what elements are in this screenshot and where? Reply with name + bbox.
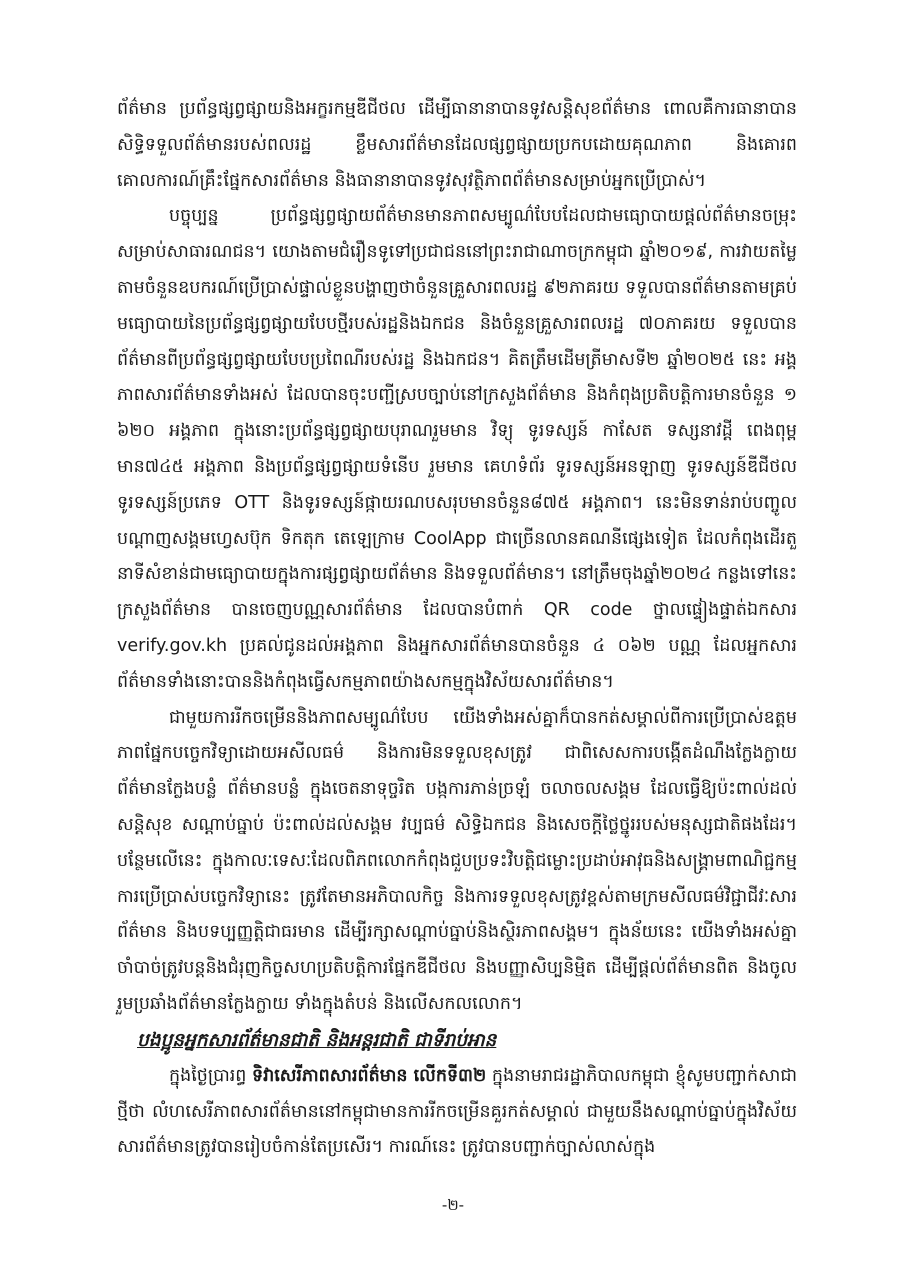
- paragraph-3: ជាមួយការរីកចម្រើននិងភាពសម្បូណ៌បែប យើងទាំងអស់គ្នាក៏បានកត់សម្គាល់ពីការប្រើប្រាស់ឧត្តមភាពផ្នែកបច្ចេកវិទ្យាដោយអសីលធម៌ និងការមិនទទួលខុសត្រូវ ជាពិសេសការបង្កើតដំណឹងក្លែងក្លាយ ព័ត៌មានក្លែងបន្លំ ព័ត៌មានបន្លំ ក្នុងចេតនាទុច្ចរិត បង្កការភាន់ច្រឡំ ចលាចលសង្គម ដែលធ្វើឱ្យប៉ះពាល់ដល់សន្តិសុខ សណ្តាប់ធ្នាប់ ប៉ះពាល់ដល់សង្គម វប្បធម៌ សិទ្ធិឯកជន និងសេចក្តីថ្លៃថ្នូររបស់មនុស្សជាតិផងដែរ។ បន្ថែមលើនេះ ក្នុងកាលៈទេសៈដែលពិភពលោកកំពុងជួបប្រទះវិបត្តិជម្លោះប្រដាប់អាវុធនិងសង្គ្រាមពាណិជ្ជកម្ម ការប្រើប្រាស់បច្ចេកវិទ្យានេះ ត្រូវតែមានអភិបាលកិច្ច និងការទទួលខុសត្រូវខ្ពស់តាមក្រមសីលធម៌វិជ្ជាជីវៈសារព័ត៌មាន និងបទប្បញ្ញត្តិជាធរមាន ដើម្បីរក្សាសណ្តាប់ធ្នាប់និងស្ថិរភាពសង្គម។ ក្នុងន័យនេះ យើងទាំងអស់គ្នា ចាំបាច់ត្រូវបន្តនិងជំរុញកិច្ចសហប្រតិបត្តិការផ្នែកឌីជីថល និងបញ្ញាសិប្បនិម្មិត ដើម្បីផ្តល់ព័ត៌មានពិត និងចូលរួមប្រឆាំងព័ត៌មានក្លែងក្លាយ ទាំងក្នុងតំបន់ និងលើសកលលោក។: [117, 707, 797, 1014]
- section-heading: បងប្អូនអ្នកសារព័ត៌មានជាតិ និងអន្តរជាតិ ជាទីរាប់អាន: [137, 1029, 497, 1051]
- paragraph-1: ព័ត៌មាន ប្រព័ន្ធផ្សព្វផ្សាយនិងអក្ខរកម្មឌីជីថល ដើម្បីធានានាបានទូវសន្តិសុខព័ត៌មាន ពោលគឺការធានាបានសិទ្ធិទទួលព័ត៌មានរបស់ពលរដ្ឋ ខ្លឹមសារព័ត៌មានដែលផ្សព្វផ្សាយប្រកបដោយគុណភាព និងគោរពគោលការណ៍គ្រឹះផ្នែកសារព័ត៌មាន និងធានានាបានទូវសុវត្ថិភាពព័ត៌មានសម្រាប់អ្នកប្រើប្រាស់។: [117, 99, 797, 191]
- paragraph-4-rest: ក្នុងនាមរាជរដ្ឋាភិបាលកម្ពុជា ខ្ញុំសូមបញ្ជាក់សាជាថ្មីថា លំហសេរីភាពសារព័ត៌មាននៅកម្ពុជាមានការរីកចម្រើនគួរកត់សម្គាល់ ជាមួយនឹងសណ្តាប់ធ្នាប់ក្នុងវិស័យសារព័ត៌មានត្រូវបានរៀបចំកាន់តែប្រសើរ។ ការណ៍នេះ ត្រូវបានបញ្ជាក់ច្បាស់លាស់ក្នុង: [117, 1065, 797, 1158]
- page-number: -២-: [441, 1196, 465, 1214]
- paragraph-4: [117, 1059, 797, 1166]
- press-freedom-day-title: ទិវាសេរីភាពសារព័ត៌មាន លើកទី៣២: [252, 1065, 487, 1086]
- paragraph-2: បច្ចុប្បន្ន ប្រព័ន្ធផ្សព្វផ្សាយព័ត៌មានមានភាពសម្បូណ៌បែបដែលជាមធ្យោបាយផ្តល់ព័ត៌មានចម្រុះសម្រាប់សាធារណជន។ យោងតាមជំរឿនទូទៅប្រជាជននៅព្រះរាជាណាចក្រកម្ពុជា ឆ្នាំ២០១៩, ការវាយតម្លៃតាមចំនួនឧបករណ៍ប្រើប្រាស់ផ្ទាល់ខ្លួនបង្ហាញថាចំនួនគ្រួសារពលរដ្ឋ ៩២ភាគរយ ទទួលបានព័ត៌មានតាមគ្រប់មធ្យោបាយនៃប្រព័ន្ធផ្សព្វផ្សាយបែបថ្មីរបស់រដ្ឋនិងឯកជន និងចំនួនគ្រួសារពលរដ្ឋ ៧០ភាគរយ ទទួលបានព័ត៌មានពីប្រព័ន្ធផ្សព្វផ្សាយបែបប្រពៃណីរបស់រដ្ឋ និងឯកជន។ គិតត្រឹមដើមត្រីមាសទី២ ឆ្នាំ២០២៥ នេះ អង្គភាពសារព័ត៌មានទាំងអស់ ដែលបានចុះបញ្ជីស្របច្បាប់នៅក្រសួងព័ត៌មាន និងកំពុងប្រតិបត្តិការមានចំនួន ១ ៦២០ អង្គភាព ក្នុងនោះប្រព័ន្ធផ្សព្វផ្សាយបុរាណរួមមាន វិទ្យុ ទូរទស្សន៍ កាសែត ទស្សនាវដ្តី ពេងពុម្ព មាន៧៤៥ អង្គភាព និងប្រព័ន្ធផ្សព្វផ្សាយទំនើប រួមមាន គេហទំព័រ ទូរទស្សន៍អនឡាញ ទូរទស្សន៍ឌីជីថល ទូរទស្សន៍ប្រភេទ OTT និងទូរទស្សន៍ផ្កាយរណបសរុបមានចំនួន៨៧៥ អង្គភាព។ នេះមិនទាន់រាប់បញ្ចូលបណ្តាញសង្គមហ្វេសប៊ុក ទិកតុក តេឡេក្រាម CoolApp ជាច្រើនលានគណនីផ្សេងទៀត ដែលកំពុងដើរតួនាទីសំខាន់ជាមធ្យោបាយក្នុងការផ្សព្វផ្សាយព័ត៌មាន និងទទួលព័ត៌មាន។ នៅត្រឹមចុងឆ្នាំ២០២៤ កន្លងទៅនេះ ក្រសួងព័ត៌មាន បានចេញបណ្ណសារព័ត៌មាន ដែលបានបំពាក់ QR code ថ្នាលផ្ទៀងផ្ទាត់ឯកសារ verify.gov.kh ប្រគល់ជូនដល់អង្គភាព និងអ្នកសារព័ត៌មានបានចំនួន ៤ ០៦២ បណ្ណ ដែលអ្នកសារព័ត៌មានទាំងនោះបាននិងកំពុងធ្វើសកម្មភាពយ៉ាងសកម្មក្នុងវិស័យសារព័ត៌មាន។: [117, 206, 797, 692]
- paragraph-4-start: ក្នុងថ្ងៃប្រារព្ធ: [169, 1065, 252, 1086]
- document-body: [117, 92, 797, 1166]
